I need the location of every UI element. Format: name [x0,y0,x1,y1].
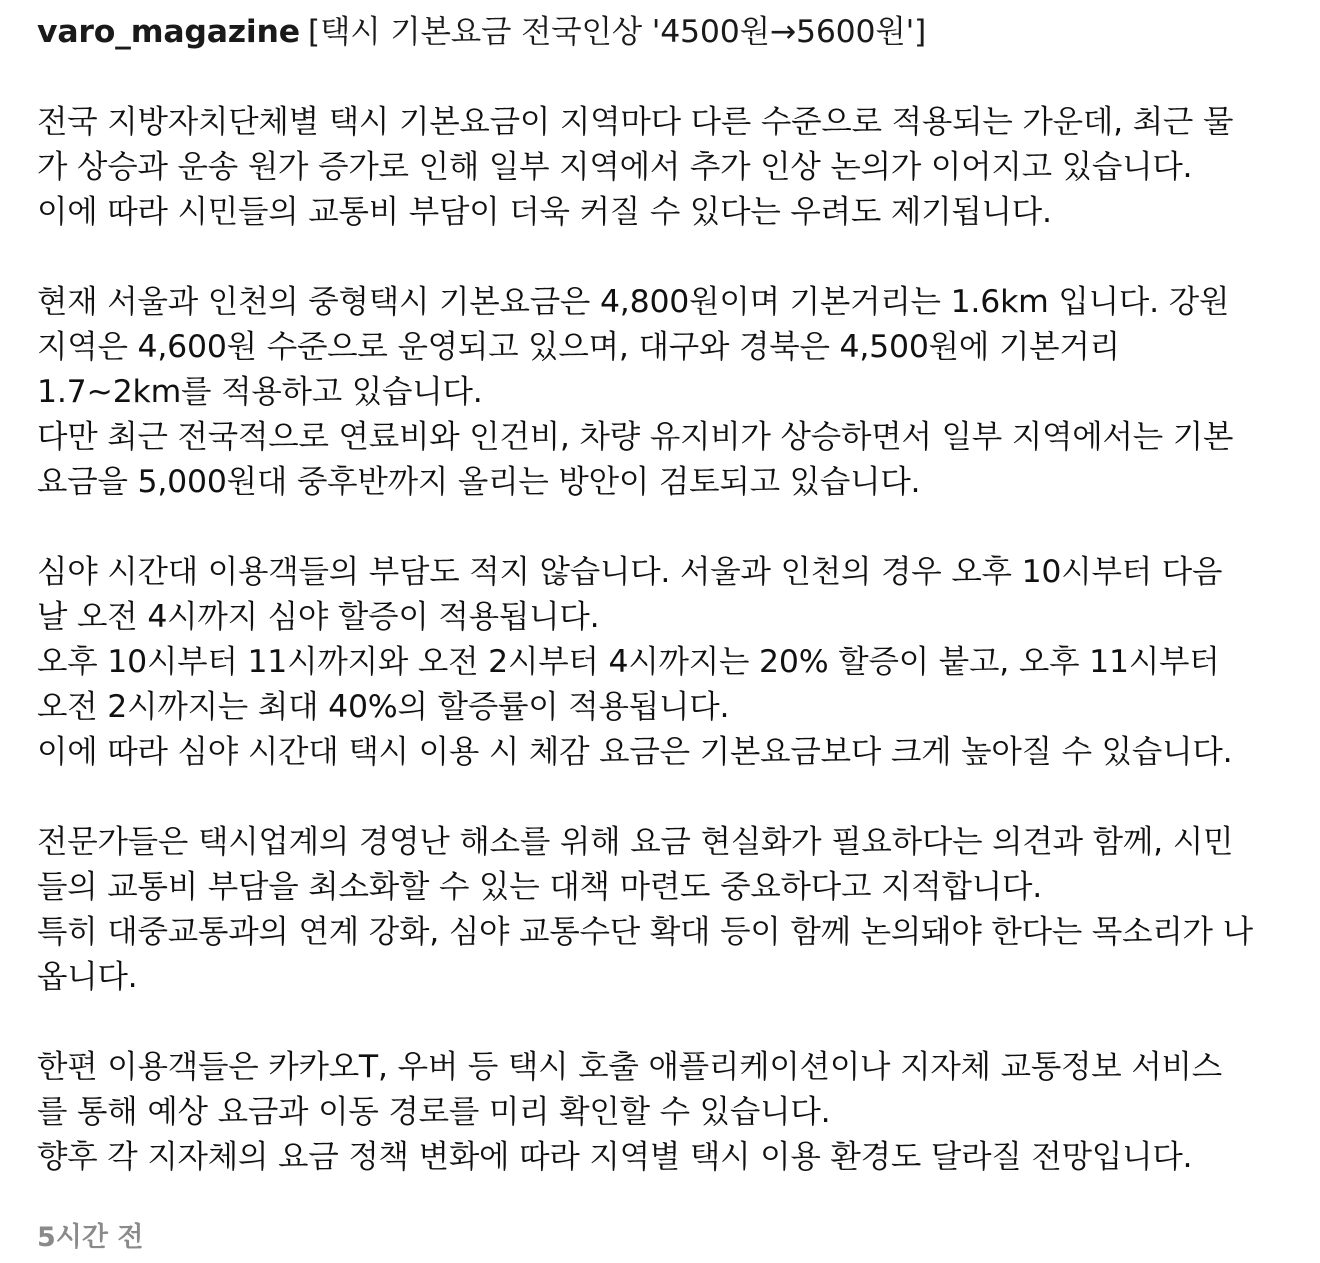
caption-paragraph [37,1045,1287,1180]
caption-paragraph [37,100,1287,235]
caption-line: 현재 서울과 인천의 중형택시 기본요금은 4,800원이며 기본거리는 1.6km 입니다. 강원 [37,284,1230,320]
caption-line: 날 오전 4시까지 심야 할증이 적용됩니다. [37,599,600,635]
caption-line: 전문가들은 택시업계의 경영난 해소를 위해 요금 현실화가 필요하다는 의견과 함께, 시민 [37,824,1234,860]
username-link[interactable]: varo_magazine [37,14,300,50]
caption-body [37,100,1287,1180]
caption-line: 가 상승과 운송 원가 증가로 인해 일부 지역에서 추가 인상 논의가 이어지고 있습니다. [37,149,1193,185]
caption-paragraph [37,280,1287,505]
caption-line: 다만 최근 전국적으로 연료비와 인건비, 차량 유지비가 상승하면서 일부 지역에서는 기본 [37,419,1234,455]
caption-line: 특히 대중교통과의 연계 강화, 심야 교통수단 확대 등이 함께 논의돼야 한다는 목소리가 나 [37,914,1253,950]
caption-line: 이에 따라 시민들의 교통비 부담이 더욱 커질 수 있다는 우려도 제기됩니다. [37,194,1052,230]
caption-line: 한편 이용객들은 카카오T, 우버 등 택시 호출 애플리케이션이나 지자체 교통정보 서비스 [37,1049,1223,1085]
caption-line: 심야 시간대 이용객들의 부담도 적지 않습니다. 서울과 인천의 경우 오후 10시부터 다음 [37,554,1223,590]
caption-line: 옵니다. [37,959,138,995]
caption-paragraph [37,820,1287,1000]
caption-line: 1.7~2km를 적용하고 있습니다. [37,374,483,410]
caption-line: 전국 지방자치단체별 택시 기본요금이 지역마다 다른 수준으로 적용되는 가운데, 최근 물 [37,104,1234,140]
caption-line: 요금을 5,000원대 중후반까지 올리는 방안이 검토되고 있습니다. [37,464,921,500]
caption-line: 지역은 4,600원 수준으로 운영되고 있으며, 대구와 경북은 4,500원에 기본거리 [37,329,1120,365]
caption-title: [택시 기본요금 전국인상 '4500원→5600원'] [307,14,927,50]
caption-line: 를 통해 예상 요금과 이동 경로를 미리 확인할 수 있습니다. [37,1094,831,1130]
caption-paragraph [37,550,1287,775]
caption-line: 들의 교통비 부담을 최소화할 수 있는 대책 마련도 중요하다고 지적합니다. [37,869,1043,905]
caption-line: 오후 10시부터 11시까지와 오전 2시부터 4시까지는 20% 할증이 붙고, 오후 11시부터 [37,644,1220,680]
caption-line: 향후 각 지자체의 요금 정책 변화에 따라 지역별 택시 이용 환경도 달라질 전망입니다. [37,1139,1193,1175]
caption-line: 오전 2시까지는 최대 40%의 할증률이 적용됩니다. [37,689,730,725]
post-timestamp[interactable]: 5시간 전 [37,1222,144,1253]
caption-line: 이에 따라 심야 시간대 택시 이용 시 체감 요금은 기본요금보다 크게 높아질 수 있습니다. [37,734,1233,770]
caption-header [37,10,1287,55]
post-caption [37,10,1287,1225]
